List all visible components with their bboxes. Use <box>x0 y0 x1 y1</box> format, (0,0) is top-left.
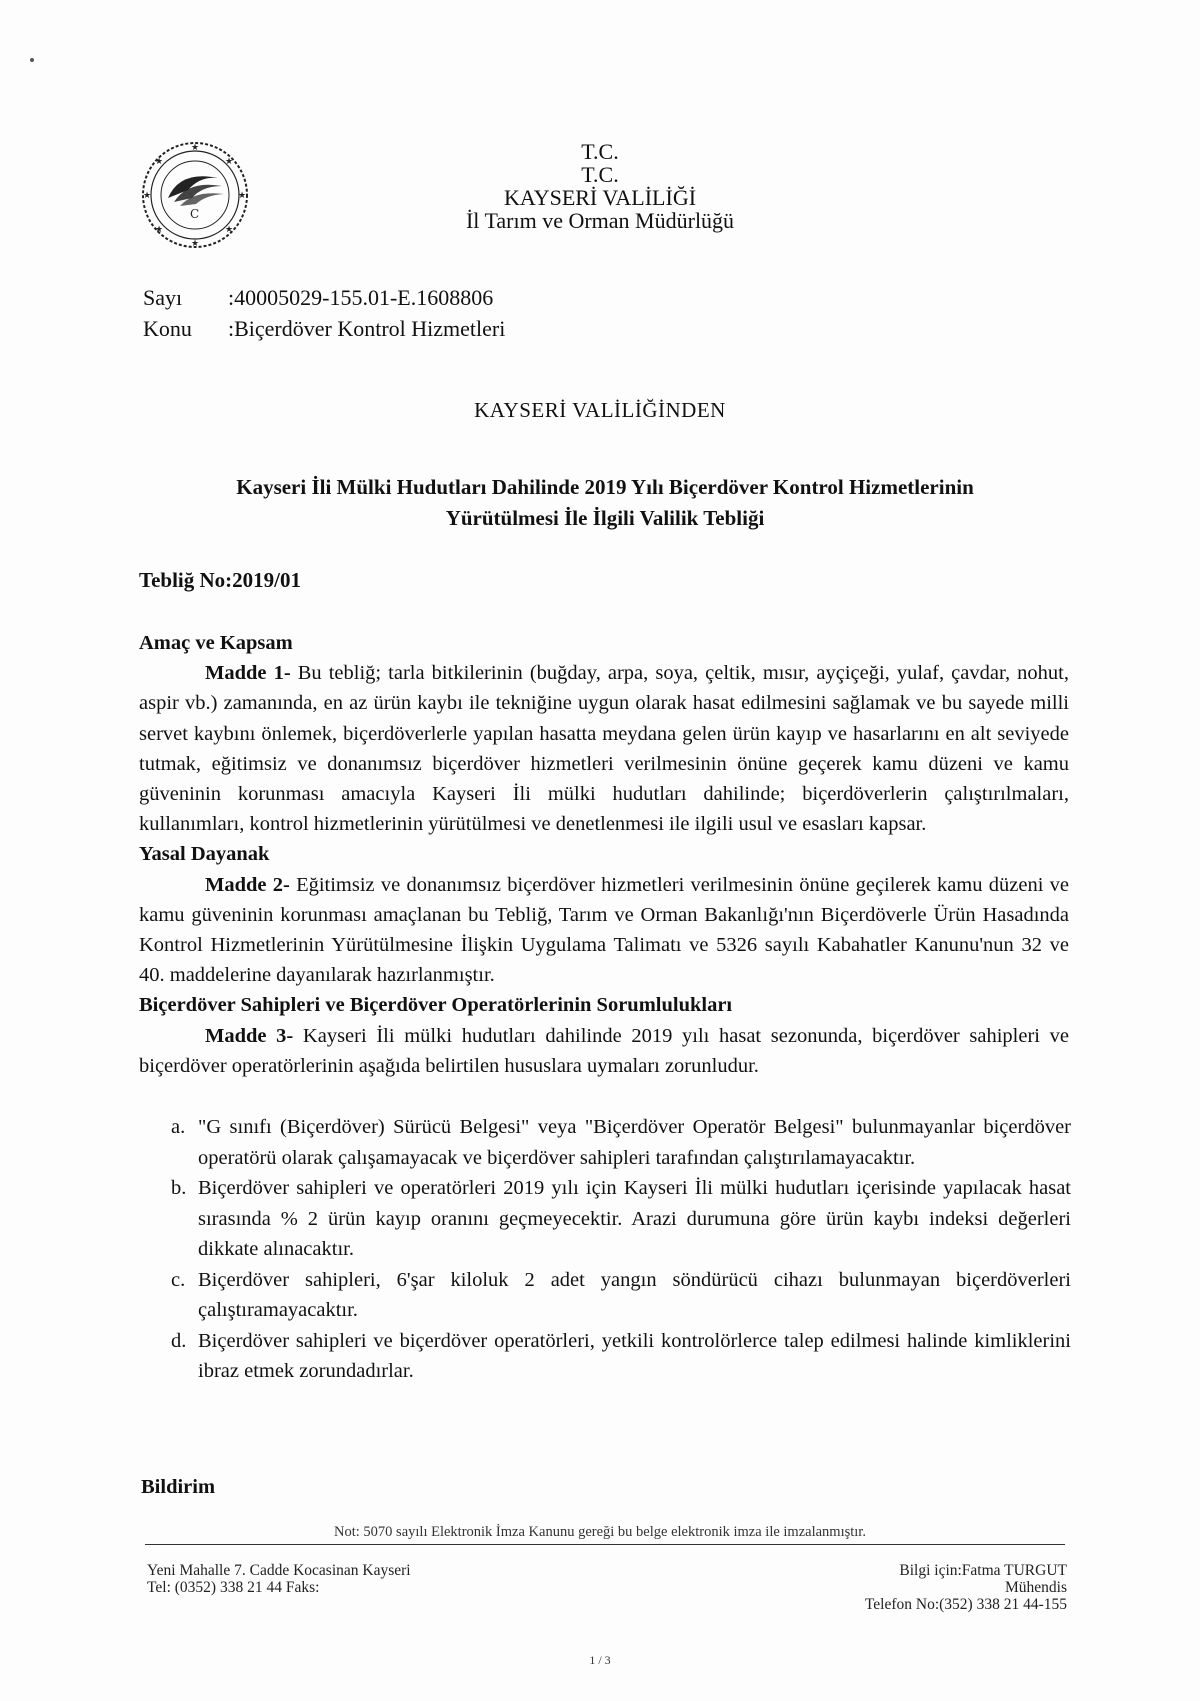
address-line-1: Yeni Mahalle 7. Cadde Kocasinan Kayseri <box>147 1562 411 1579</box>
madde-1-label: Madde 1- <box>205 662 291 685</box>
section-heading-amac: Amaç ve Kapsam <box>139 632 293 654</box>
address-line-2: Tel: (0352) 338 21 44 Faks: <box>147 1579 320 1596</box>
list-item-text: Biçerdöver sahipleri ve operatörleri 2019 yılı için Kayseri İli mülki hudutları içerisinde yapılacak hasat sırasında % 2 ürün kayıp oranını geçmeyecektir. Arazi durumuna göre ürün kaybı indeksi değerleri dikkate alınacaktır. <box>198 1177 1071 1260</box>
scan-dot <box>30 58 34 62</box>
page-number: 1 / 3 <box>589 1653 611 1667</box>
list-marker: b. <box>171 1177 187 1199</box>
madde-2-paragraph <box>139 870 1069 991</box>
madde-1-paragraph <box>139 658 1069 839</box>
section-heading-bildirim: Bildirim <box>141 1476 216 1498</box>
madde-1-text: Bu tebliğ; tarla bitkilerinin (buğday, arpa, soya, çeltik, mısır, ayçiçeği, yulaf, çavdar, nohut, aspir vb.) zamanında, en az ürün kaybı ile tekniğine uygun olarak hasat edilmesini sağlamak ve bu sayede milli servet kaybını önlemek, biçerdöverlerle yapılan hasatta meydana gelen ürün kayıp ve hasarlarını en alt seviyede tutmak, eğitimsiz ve donanımsız biçerdöver hizmetleri verilmesinin önüne geçerek kamu düzeni ve kamu güveninin korunması amacıyla Kayseri İli mülki hudutları dahilinde; biçerdöverlerin çalıştırılmaları, kullanımları, kontrol hizmetlerinin yürütülmesi ve denetlenmesi ile ilgili usul ve esasları kapsar. <box>139 662 1070 836</box>
svg-text:★: ★ <box>155 157 164 167</box>
madde-3-label: Madde 3- <box>205 1024 294 1047</box>
list-item-text: "G sınıfı (Biçerdöver) Sürücü Belgesi" veya "Biçerdöver Operatör Belgesi" bulunmayanlar biçerdöver operatörü olarak çalışamayacak ve biçerdöver sahipleri tarafından çalıştırılamayacaktır. <box>198 1116 1071 1169</box>
footer-address <box>147 1562 411 1596</box>
header-line-3: KAYSERİ VALİLİĞİ <box>503 185 697 210</box>
svg-text:★: ★ <box>191 239 200 249</box>
authority-heading: KAYSERİ VALİLİĞİNDEN <box>474 398 726 422</box>
madde-2-text: Eğitimsiz ve donanımsız biçerdöver hizmetleri verilmesinin önüne geçilerek kamu düzeni ve kamu güveninin korunması amaçlanan bu Tebliğ, Tarım ve Orman Bakanlığı'nın Biçerdöverle Ürün Hasadında Kontrol Hizmetlerinin Yürütülmesine İlişkin Uygulama Talimatı ve 5326 sayılı Kabahatler Kanunu'nun 32 ve 40. maddelerine dayanılarak hazırlanmıştır. <box>139 873 1069 987</box>
svg-text:★: ★ <box>143 191 152 201</box>
madde-3-text: Kayseri İli mülki hudutları dahilinde 2019 yılı hasat sezonunda, biçerdöver sahipleri ve biçerdöver operatörlerinin aşağıda belirtilen hususlara uymaları zorunludur. <box>139 1024 1070 1077</box>
svg-text:★: ★ <box>238 191 247 201</box>
letterhead <box>400 140 800 232</box>
title-line-2: Yürütülmesi İle İlgili Valilik Tebliği <box>445 506 765 530</box>
konu-label: Konu <box>143 316 192 341</box>
teblig-number: Tebliğ No:2019/01 <box>139 568 301 592</box>
list-marker: a. <box>171 1116 186 1138</box>
document-meta <box>143 282 505 344</box>
footer-divider <box>145 1544 1065 1545</box>
e-signature-note: Not: 5070 sayılı Elektronik İmza Kanunu gereği bu belge elektronik imza ile imzalanmıştır. <box>334 1524 866 1540</box>
contact-line-2: Mühendis <box>1005 1579 1067 1596</box>
sayi-label: Sayı <box>143 285 183 310</box>
sayi-row <box>143 282 505 313</box>
footer-contact <box>865 1562 1067 1613</box>
header-line-4: İl Tarım ve Orman Müdürlüğü <box>465 208 735 233</box>
svg-text:★: ★ <box>155 225 164 235</box>
contact-line-3: Telefon No:(352) 338 21 44-155 <box>864 1596 1067 1613</box>
svg-text:★: ★ <box>225 225 234 235</box>
section-heading-yasal: Yasal Dayanak <box>139 843 270 866</box>
list-item <box>171 1326 1071 1387</box>
header-line-1: T.C. <box>581 139 619 164</box>
konu-value: :Biçerdöver Kontrol Hizmetleri <box>228 316 506 341</box>
list-item <box>171 1112 1071 1173</box>
document-title <box>170 472 1040 534</box>
contact-line-1: Bilgi için:Fatma TURGUT <box>899 1562 1067 1579</box>
obligations-list <box>171 1112 1071 1387</box>
list-item <box>171 1265 1071 1326</box>
konu-row <box>143 313 505 344</box>
svg-text:★: ★ <box>191 143 200 153</box>
title-line-1: Kayseri İli Mülki Hudutları Dahilinde 2019 Yılı Biçerdöver Kontrol Hizmetlerinin <box>236 475 974 499</box>
sayi-value: :40005029-155.01-E.1608806 <box>228 285 494 310</box>
list-marker: d. <box>171 1329 187 1352</box>
header-line-2: T.C. <box>581 162 619 187</box>
list-item <box>171 1173 1071 1265</box>
seal-letter: C <box>190 207 200 221</box>
list-item-text: Biçerdöver sahipleri, 6'şar kiloluk 2 adet yangın söndürücü cihazı bulunmayan biçerdöverleri çalıştıramayacaktır. <box>198 1268 1071 1321</box>
document-body <box>139 628 1069 1081</box>
madde-3-paragraph <box>139 1021 1069 1081</box>
list-item-text: Biçerdöver sahipleri ve biçerdöver operatörleri, yetkili kontrolörlerce talep edilmesi halinde kimliklerini ibraz etmek zorundadırlar. <box>198 1329 1071 1382</box>
svg-text:★: ★ <box>225 157 234 167</box>
list-marker: c. <box>171 1268 186 1291</box>
madde-2-label: Madde 2- <box>205 873 290 896</box>
section-heading-sorumluluklar: Biçerdöver Sahipleri ve Biçerdöver Operatörlerinin Sorumlulukları <box>139 994 733 1017</box>
ministry-seal-icon <box>140 140 250 250</box>
